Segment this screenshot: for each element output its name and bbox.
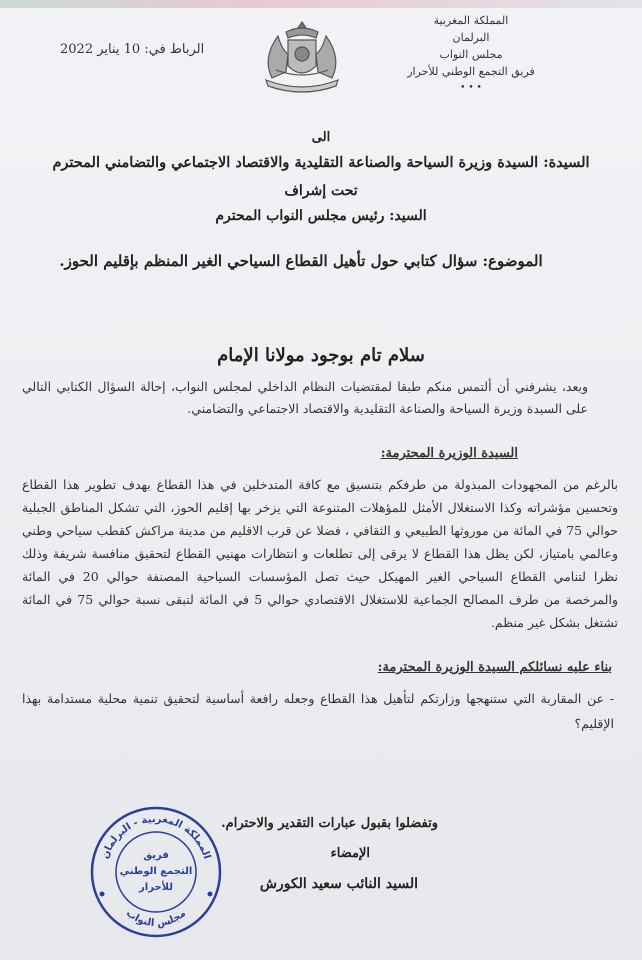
letterhead-group: فريق التجمع الوطني للأحرار	[407, 65, 535, 78]
signatory-name: السيد النائب سعيد الكورش	[259, 876, 418, 892]
stamp-line-1: فريق	[143, 850, 169, 861]
address-minister: السيدة: السيدة وزيرة السياحة والصناعة التقليدية والاقتصاد الاجتماعي والتضامني المحترم	[52, 154, 590, 171]
letterhead-dots: • • •	[460, 83, 482, 93]
letterhead-house: مجلس النواب	[439, 48, 503, 61]
intro-paragraph: وبعد، يشرفني أن ألتمس منكم طبقا لمقتضيات النظام الداخلي لمجلس النواب، إحالة السؤال الكتابي التالي على السيدة وزيرة السياحة والصناعة التقليدية والاقتصاد الاجتماعي والتضامني.	[22, 379, 588, 416]
address-president: السيد: رئيس مجلس النواب المحترم	[215, 208, 427, 224]
stamp-line-3: للأحرار	[139, 882, 173, 893]
closing-line: وتفضلوا بقبول عبارات التقدير والاحترام.	[221, 816, 438, 831]
official-stamp	[88, 804, 224, 940]
address-via: تحت إشراف	[284, 183, 358, 199]
question-heading: بناء عليه نسائلكم السيدة الوزيرة المحترمة:	[377, 660, 612, 675]
question-text: - عن المقاربة التي ستنهجها وزارتكم لتأهيل هذا القطاع وجعله رافعة أساسية لتحقيق تنمية محلية مستدامة بهذا الإقليم؟	[22, 691, 614, 731]
letter-page	[0, 8, 642, 960]
svg-text:مجلس النواب	[124, 908, 188, 930]
stamp-line-2: التجمع الوطني	[119, 866, 193, 877]
address-to: الى	[311, 130, 331, 145]
main-paragraph: بالرغم من المجهودات المبذولة من طرفكم بتنسيق مع كافة المتدخلين في هذا القطاع بهدف تطوير هذا القطاع وتحسين مؤشراته وكذا الاستغلال الأمثل للمؤهلات المتنوعة التي يزخر بها إقليم الحوز، التي تشكل المناطق الجبلية حوالي 75 في المائة من موروثها الطبيعي و الثقافي ، فضلا عن قرب الاقليم من مدينة مراكش كقطب سياحي وطني وعالمي بامتياز، لكن يظل هذا القطاع لا يرقى إلى تطلعات و انتظارات مهنيي القطاع لتحقيق منافسة شريفة وذلك نظرا لتنامي القطاع السياحي الغير المهيكل حيث تصل المؤسسات السياحية المصنفة حوالي 20 في المائة والمرخصة من طرف المصالح الجماعية للاستغلال الاقتصادي حوالي 5 في المائة لتبقى نسبة حوالي 75 في المائة تشتغل بشكل غير منظم.	[22, 477, 619, 630]
letter-date: الرباط في: 10 يناير 2022	[60, 42, 205, 57]
letterhead-kingdom: المملكة المغربية	[433, 14, 509, 27]
signature-label: الإمضاء	[330, 846, 370, 861]
salutation: السيدة الوزيرة المحترمة:	[380, 446, 518, 461]
greeting: سلام تام بوجود مولانا الإمام	[217, 345, 425, 366]
stamp-top-arc: المملكة المغربية - البرلمان	[99, 813, 213, 861]
letterhead	[396, 12, 546, 97]
coat-of-arms-icon	[256, 18, 348, 96]
stamp-bottom-arc: مجلس النواب	[123, 907, 189, 930]
letterhead-parliament: البرلمان	[452, 31, 490, 44]
subject-line: الموضوع: سؤال كتابي حول تأهيل القطاع السياحي الغير المنظم بإقليم الحوز.	[59, 252, 543, 270]
